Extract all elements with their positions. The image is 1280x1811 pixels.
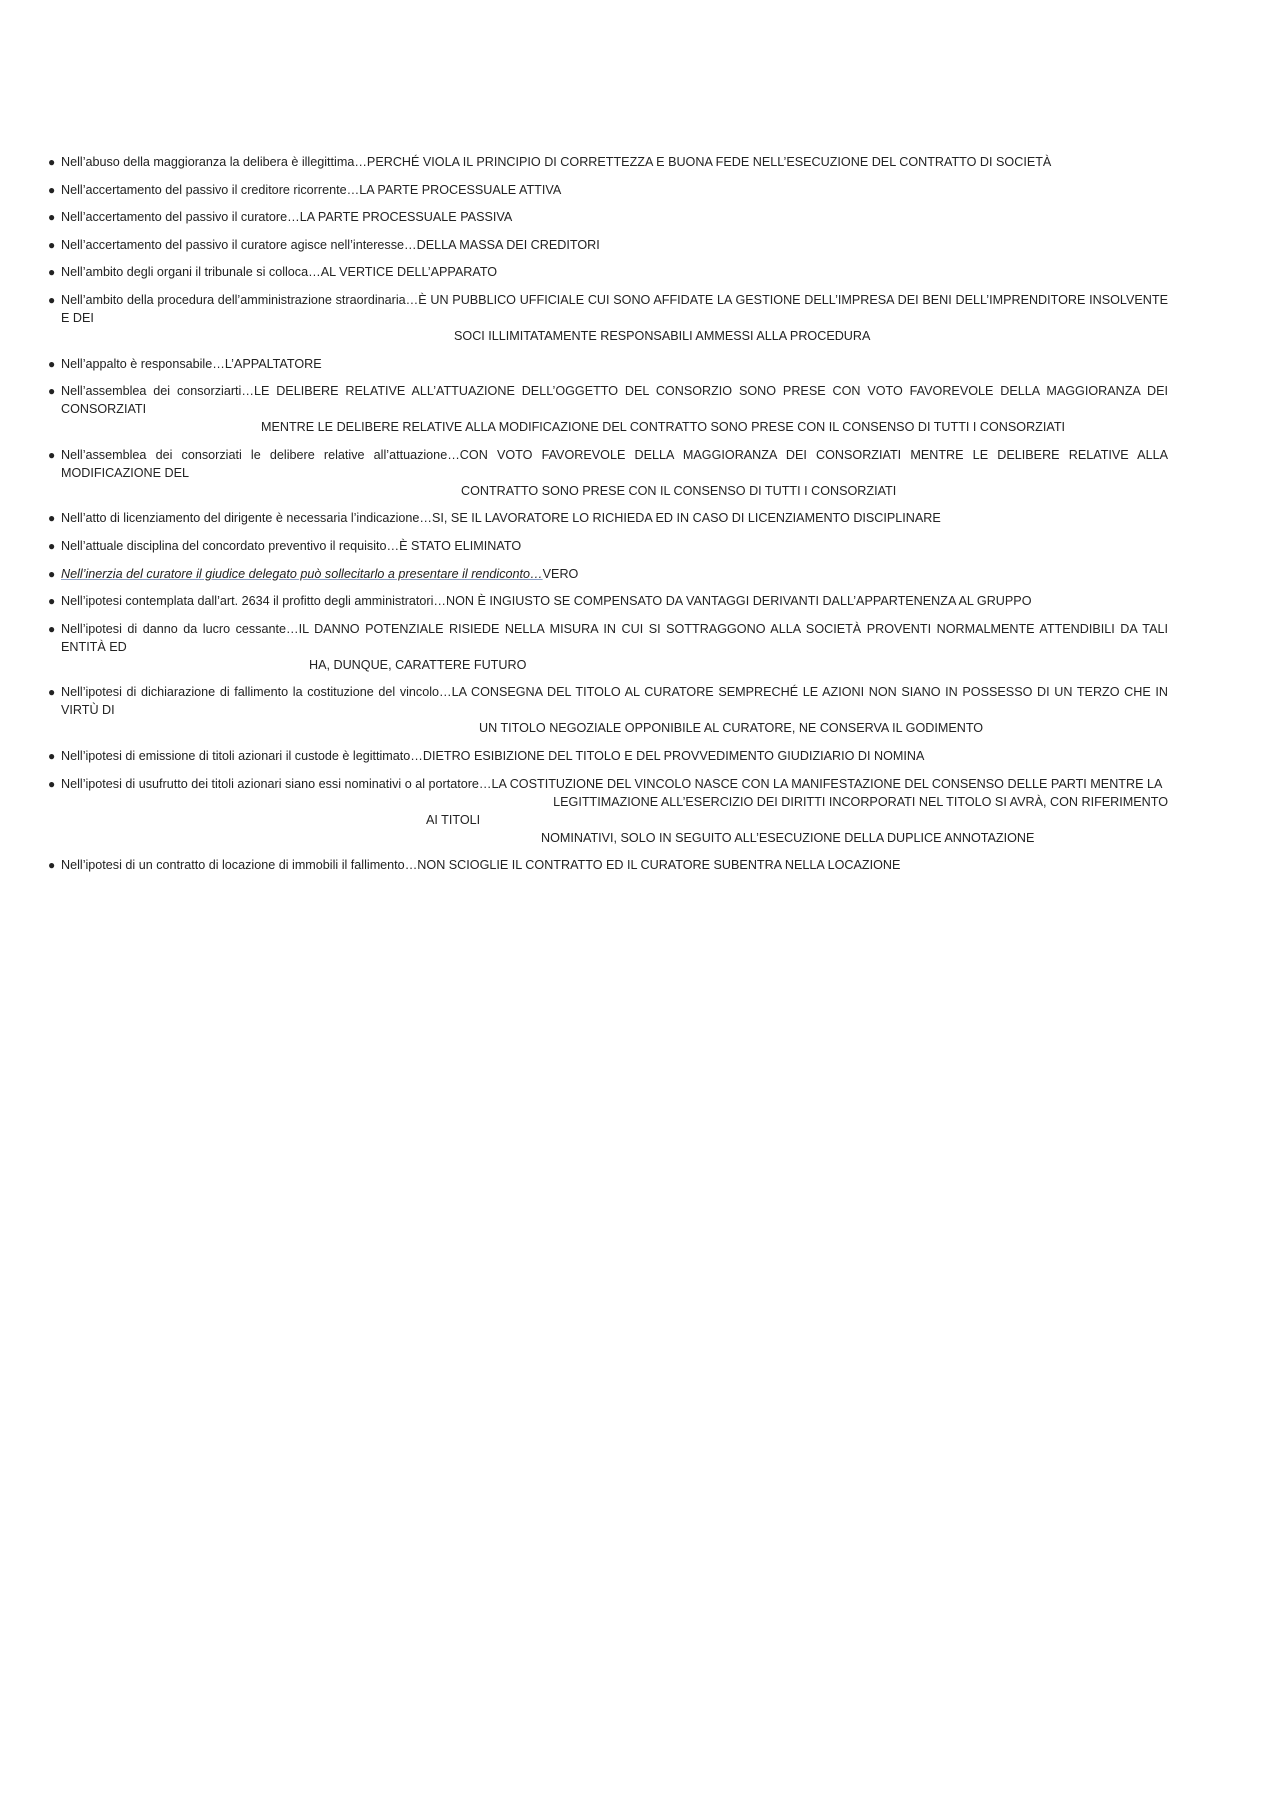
question: Nell’appalto è responsabile… [61,356,225,371]
answer-continuation: SOCI ILLIMITATAMENTE RESPONSABILI AMMESSI ALLA PROCEDURA [454,328,871,343]
answer: LA CONSEGNA DEL TITOLO AL CURATORE SEMPRECHÉ LE AZIONI NON SIANO IN POSSESSO DI UN TERZO CHE IN VIRTÙ DI [61,685,1168,718]
answer-continuation: CONTRATTO SONO PRESE CON IL CONSENSO DI TUTTI I CONSORZIATI [461,483,897,498]
list-item [48,537,1168,555]
answer: LA COSTITUZIONE DEL VINCOLO NASCE CON LA MANIFESTAZIONE DEL CONSENSO DELLE PARTI MENTRE LA [491,776,1163,791]
bullet-icon: ● [48,685,56,700]
answer-continuation: MENTRE LE DELIBERE RELATIVE ALLA MODIFICAZIONE DEL CONTRATTO SONO PRESE CON IL CONSENSO DI TUTTI I CONSORZIATI [261,420,1066,435]
list-item [48,153,1168,171]
answer: DELLA MASSA DEI CREDITORI [416,237,600,252]
question: Nell’ipotesi di dichiarazione di fallimento la costituzione del vincolo… [61,685,452,700]
list-item [48,355,1168,373]
answer: SI, SE IL LAVORATORE LO RICHIEDA ED IN CASO DI LICENZIAMENTO DISCIPLINARE [432,511,941,526]
answer: CON VOTO FAVOREVOLE DELLA MAGGIORANZA DEI CONSORZIATI MENTRE LE DELIBERE RELATIVE ALLA MODIFICAZIONE DEL [61,447,1168,480]
answer: DIETRO ESIBIZIONE DEL TITOLO E DEL PROVVEDIMENTO GIUDIZIARIO DI NOMINA [422,748,925,763]
list-item [48,683,1168,737]
list-item [48,382,1168,436]
answer: VERO [542,566,579,581]
answer-continuation: AI TITOLI [426,812,481,827]
question: Nell’ambito degli organi il tribunale si colloca… [61,265,321,280]
bullet-icon: ● [48,594,56,609]
list-item [48,747,1168,765]
bullet-icon: ● [48,621,56,636]
bullet-icon: ● [48,384,56,399]
answer: NON È INGIUSTO SE COMPENSATO DA VANTAGGI DERIVANTI DALL’APPARTENENZA AL GRUPPO [445,594,1032,609]
answer: È UN PUBBLICO UFFICIALE CUI SONO AFFIDATE LA GESTIONE DELL’IMPRESA DEI BENI DELL’IMPRENDITORE INSOLVENTE E DEI [61,292,1168,325]
question-underlined: Nell’inerzia del curatore il giudice delegato può sollecitarlo a presentare il rendiconto… [61,566,543,581]
bullet-icon: ● [48,210,56,225]
bullet-icon: ● [48,538,56,553]
question: Nell’ambito della procedura dell’amministrazione straordinaria… [61,292,419,307]
question: Nell’abuso della maggioranza la delibera è illegittima… [61,155,367,169]
list-item [48,291,1168,345]
bullet-icon: ● [48,447,56,462]
question: Nell’assemblea dei consorziarti… [61,384,254,399]
question: Nell’accertamento del passivo il curatore agisce nell’interesse… [61,237,417,252]
bullet-icon: ● [48,858,56,873]
question: Nell’ipotesi di danno da lucro cessante… [61,621,299,636]
list-item [48,565,1168,583]
bullet-icon: ● [48,292,56,307]
question: Nell’ipotesi di un contratto di locazione di immobili il fallimento… [61,858,418,873]
list-item [48,856,1168,874]
question: Nell’accertamento del passivo il creditore ricorrente… [61,182,360,197]
bullet-icon: ● [48,237,56,252]
question: Nell’atto di licenziamento del dirigente è necessaria l’indicazione… [61,511,433,526]
question: Nell’ipotesi contemplata dall’art. 2634 il profitto degli amministratori… [61,594,446,609]
bullet-icon: ● [48,265,56,280]
answer-continuation: NOMINATIVI, SOLO IN SEGUITO ALL’ESECUZIONE DELLA DUPLICE ANNOTAZIONE [541,830,1035,845]
answer: PERCHÉ VIOLA IL PRINCIPIO DI CORRETTEZZA E BUONA FEDE NELL’ESECUZIONE DEL CONTRATTO DI SOCIETÀ [366,155,1052,169]
answer: È STATO ELIMINATO [399,538,522,553]
bullet-icon: ● [48,356,56,371]
answer: AL VERTICE DELL’APPARATO [320,265,498,280]
bullet-icon: ● [48,182,56,197]
bullet-icon: ● [48,748,56,763]
qa-list [48,153,1168,884]
bullet-icon: ● [48,776,56,791]
list-item [48,208,1168,226]
answer-continuation: UN TITOLO NEGOZIALE OPPONIBILE AL CURATORE, NE CONSERVA IL GODIMENTO [479,721,984,736]
list-item [48,181,1168,199]
answer-continuation: HA, DUNQUE, CARATTERE FUTURO [309,657,527,672]
question: Nell’assemblea dei consorziati le delibere relative all’attuazione… [61,447,460,462]
list-item [48,263,1168,281]
list-item [48,509,1168,527]
list-item [48,775,1168,847]
answer: LA PARTE PROCESSUALE PASSIVA [299,210,513,225]
answer: IL DANNO POTENZIALE RISIEDE NELLA MISURA IN CUI SI SOTTRAGGONO ALLA SOCIETÀ PROVENTI NORMALMENTE ATTENDIBILI DA TALI ENTITÀ ED [61,621,1168,654]
list-item [48,236,1168,254]
answer: NON SCIOGLIE IL CONTRATTO ED IL CURATORE SUBENTRA NELLA LOCAZIONE [417,858,901,873]
question: Nell’accertamento del passivo il curatore… [61,210,300,225]
answer: LA PARTE PROCESSUALE ATTIVA [359,182,562,197]
question: Nell’ipotesi di usufrutto dei titoli azionari siano essi nominativi o al portatore… [61,776,492,791]
bullet-icon: ● [48,566,56,581]
list-item [48,446,1168,500]
list-item [48,620,1168,674]
answer: LE DELIBERE RELATIVE ALL’ATTUAZIONE DELL’OGGETTO DEL CONSORZIO SONO PRESE CON VOTO FAVOREVOLE DELLA MAGGIORANZA DEI CONSORZIATI [61,384,1168,417]
bullet-icon: ● [48,155,56,169]
question: Nell’attuale disciplina del concordato preventivo il requisito… [61,538,400,553]
bullet-icon: ● [48,511,56,526]
list-item [48,592,1168,610]
answer-continuation: LEGITTIMAZIONE ALL’ESERCIZIO DEI DIRITTI INCORPORATI NEL TITOLO SI AVRÀ, CON RIFERIMENTO [553,794,1168,809]
answer: L’APPALTATORE [224,356,322,371]
question: Nell’ipotesi di emissione di titoli azionari il custode è legittimato… [61,748,423,763]
